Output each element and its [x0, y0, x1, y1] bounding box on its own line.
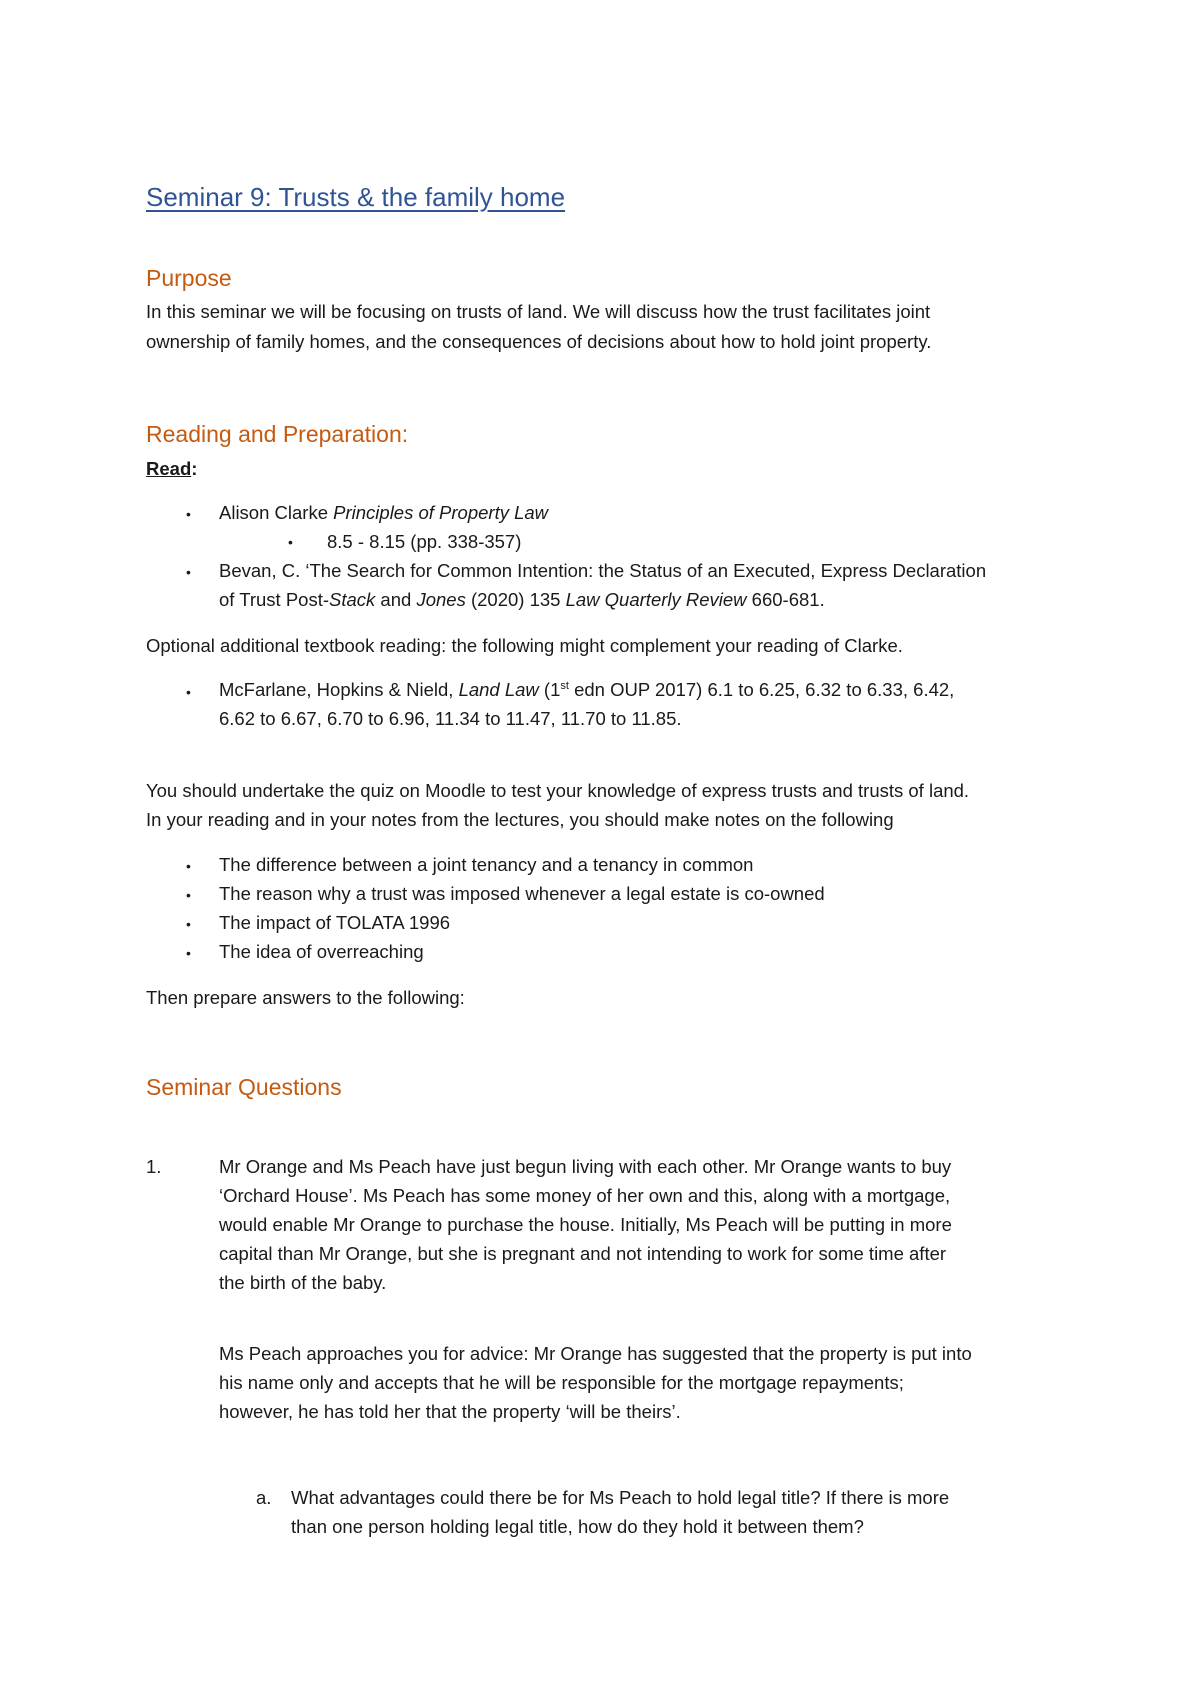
then-prepare-text: Then prepare answers to the following:	[146, 987, 465, 1008]
purpose-heading: Purpose	[146, 265, 232, 291]
note-item: The impact of TOLATA 1996	[219, 912, 451, 933]
mcfarlane-text: edn OUP 2017) 6.1 to 6.25, 6.32 to 6.33, 6.42,	[568, 679, 955, 700]
page-title: Seminar 9: Trusts & the family home	[146, 182, 566, 212]
bullet-icon: •	[186, 887, 191, 903]
optional-reading-text: Optional additional textbook reading: the following might complement your reading of Clarke.	[146, 635, 903, 656]
note-item: The reason why a trust was imposed whenever a legal estate is co-owned	[219, 883, 825, 904]
question-line: capital than Mr Orange, but she is pregnant and not intending to work for some time after	[219, 1243, 947, 1264]
mcfarlane-text: (1	[538, 679, 561, 700]
clarke-pages: 8.5 - 8.15 (pp. 338-357)	[327, 531, 522, 552]
question-line: however, he has told her that the property ‘will be theirs’.	[219, 1401, 681, 1422]
quiz-line: You should undertake the quiz on Moodle to test your knowledge of express trusts and trusts of land.	[146, 780, 970, 801]
reading-item-clarke	[219, 498, 548, 527]
questions-heading: Seminar Questions	[146, 1074, 342, 1100]
read-label	[146, 454, 197, 483]
question-line: Ms Peach approaches you for advice: Mr Orange has suggested that the property is put into	[219, 1343, 972, 1364]
bullet-icon: •	[186, 916, 191, 932]
book-title-land-law: Land Law	[458, 679, 539, 700]
reading-item-bevan-line1: Bevan, C. ‘The Search for Common Intention: the Status of an Executed, Express Declaration	[219, 560, 987, 581]
sub-question-line: than one person holding legal title, how do they hold it between them?	[291, 1516, 864, 1537]
question-number: 1.	[146, 1156, 162, 1177]
journal-name: Law Quarterly Review	[565, 589, 747, 610]
question-line: Mr Orange and Ms Peach have just begun living with each other. Mr Orange wants to buy	[219, 1156, 952, 1177]
reading-item-bevan-line2	[219, 585, 825, 614]
bevan-text: and	[375, 589, 417, 610]
sub-question-label: a.	[256, 1487, 272, 1508]
sub-bullet-icon: •	[288, 534, 293, 550]
reading-item-mcfarlane-line1	[219, 675, 954, 704]
purpose-line: In this seminar we will be focusing on trusts of land. We will discuss how the trust facilitates joint	[146, 301, 931, 322]
case-name-stack: Stack	[329, 589, 376, 610]
note-item: The idea of overreaching	[219, 941, 424, 962]
clarke-book-title: Principles of Property Law	[333, 502, 549, 523]
mcfarlane-text: McFarlane, Hopkins & Nield,	[219, 679, 459, 700]
bullet-icon: •	[186, 945, 191, 961]
bevan-text: of Trust Post-	[219, 589, 330, 610]
reading-item-mcfarlane-line2: 6.62 to 6.67, 6.70 to 6.96, 11.34 to 11.47, 11.70 to 11.85.	[219, 708, 682, 729]
question-line: ‘Orchard House’. Ms Peach has some money of her own and this, along with a mortgage,	[219, 1185, 951, 1206]
question-line: his name only and accepts that he will be responsible for the mortgage repayments;	[219, 1372, 904, 1393]
sub-question-line: What advantages could there be for Ms Peach to hold legal title? If there is more	[291, 1487, 950, 1508]
clarke-author: Alison Clarke	[219, 502, 334, 523]
bevan-text: (2020) 135	[465, 589, 566, 610]
purpose-line: ownership of family homes, and the consequences of decisions about how to hold joint property.	[146, 331, 932, 352]
case-name-jones: Jones	[416, 589, 466, 610]
reading-heading: Reading and Preparation:	[146, 421, 409, 447]
question-line: the birth of the baby.	[219, 1272, 387, 1293]
read-label-text: Read	[146, 458, 192, 479]
read-label-colon: :	[191, 458, 198, 479]
edition-superscript: st	[560, 679, 569, 692]
note-item: The difference between a joint tenancy and a tenancy in common	[219, 854, 754, 875]
bullet-icon: •	[186, 564, 191, 580]
bullet-icon: •	[186, 858, 191, 874]
bullet-icon: •	[186, 506, 191, 522]
bullet-icon: •	[186, 684, 191, 700]
question-line: would enable Mr Orange to purchase the house. Initially, Ms Peach will be putting in more	[219, 1214, 952, 1235]
quiz-line: In your reading and in your notes from the lectures, you should make notes on the following	[146, 809, 894, 830]
bevan-text: 660-681.	[746, 589, 825, 610]
